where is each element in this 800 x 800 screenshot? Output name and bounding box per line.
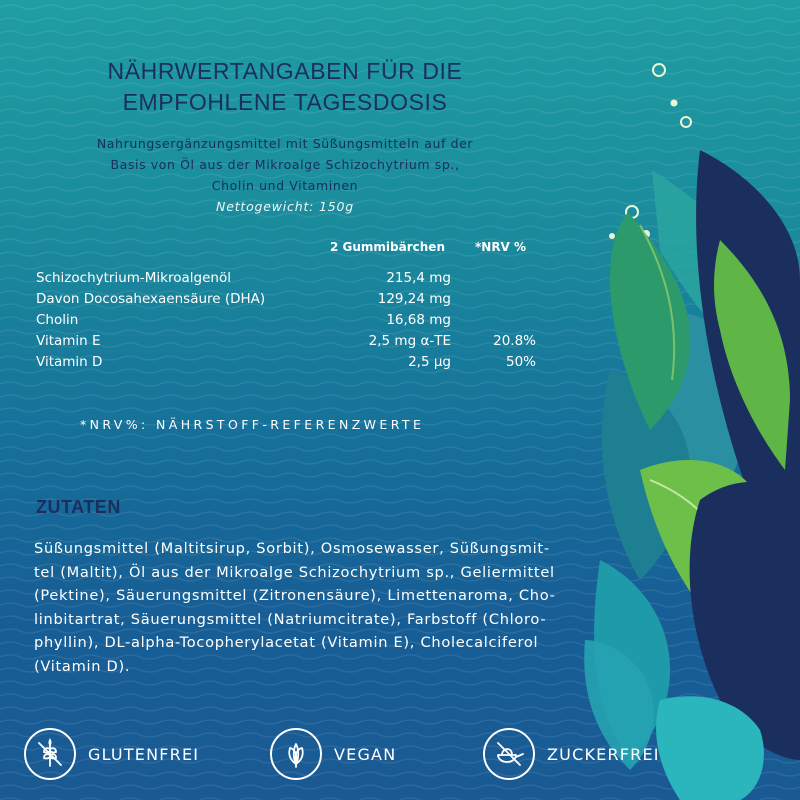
badge-label: VEGAN: [334, 744, 397, 764]
ingredients-line: tel (Maltit), Öl aus der Mikroalge Schizochytrium sp., Geliermittel: [34, 563, 555, 581]
title-line-1: NÄHRWERTANGABEN FÜR DIE: [107, 58, 463, 84]
page-title: [40, 56, 530, 118]
nutrition-row: [36, 354, 536, 376]
product-description: [50, 133, 520, 196]
gluten-free-wheat-icon: [24, 728, 76, 780]
column-header-nrv: *NRV %: [475, 240, 527, 254]
nutrition-row: [36, 270, 536, 292]
ingredients-heading: ZUTATEN: [36, 497, 121, 517]
nutrient-name: Davon Docosahexaensäure (DHA): [36, 291, 266, 307]
nrv-footnote: *NRV%: NÄHRSTOFF-REFERENZWERTE: [80, 417, 425, 432]
ingredients-line: Süßungsmittel (Maltitsirup, Sorbit), Osmosewasser, Süßungsmit-: [34, 540, 550, 557]
nutrient-name: Cholin: [36, 312, 79, 328]
nutrient-nrv: 50%: [505, 354, 536, 370]
nutrient-amount: 129,24 mg: [377, 291, 451, 307]
subtitle-line-1: Nahrungsergänzungsmittel mit Süßungsmitteln auf der: [96, 136, 474, 151]
nutrient-name: Vitamin E: [36, 333, 101, 349]
ingredients-text: [34, 537, 606, 679]
ingredients-line: linbitartrat, Säuerungsmittel (Natriumcitrate), Farbstoff (Chloro-: [34, 610, 547, 628]
nutrient-amount: 215,4 mg: [386, 270, 451, 286]
subtitle-line-3: Cholin und Vitaminen: [211, 178, 359, 193]
nutrient-nrv: 20.8%: [493, 333, 536, 349]
nutrient-name: Vitamin D: [36, 354, 103, 370]
nutrition-row: [36, 333, 536, 355]
nutrient-name: Schizochytrium-Mikroalgenöl: [36, 270, 231, 286]
title-line-2: EMPFOHLENE TAGESDOSIS: [122, 89, 448, 115]
badge-vegan: [270, 726, 396, 782]
nutrient-amount: 2,5 mg α-TE: [368, 333, 451, 349]
ingredients-line: (Pektine), Säuerungsmittel (Zitronensäure), Limettenaroma, Cho-: [34, 587, 556, 605]
ingredients-line: phyllin), DL-alpha-Tocopherylacetat (Vitamin E), Cholecalciferol: [34, 634, 539, 652]
nutrition-row: [36, 312, 536, 334]
sugar-free-spoon-icon: [483, 728, 535, 780]
net-weight: Nettogewicht: 150g: [216, 199, 354, 214]
badge-label: ZUCKERFREI: [547, 744, 660, 764]
vegan-leaf-icon: [270, 728, 322, 780]
nutrition-row: [36, 291, 536, 313]
badge-glutenfrei: [24, 726, 199, 782]
subtitle-line-2: Basis von Öl aus der Mikroalge Schizochytrium sp.,: [110, 157, 460, 172]
badge-label: GLUTENFREI: [88, 744, 200, 764]
nutrient-amount: 2,5 µg: [408, 354, 451, 370]
nutrient-amount: 16,68 mg: [386, 312, 451, 328]
ingredients-line: (Vitamin D).: [34, 657, 131, 675]
badge-zuckerfrei: [483, 726, 660, 782]
column-header-amount: 2 Gummibärchen: [330, 240, 445, 254]
